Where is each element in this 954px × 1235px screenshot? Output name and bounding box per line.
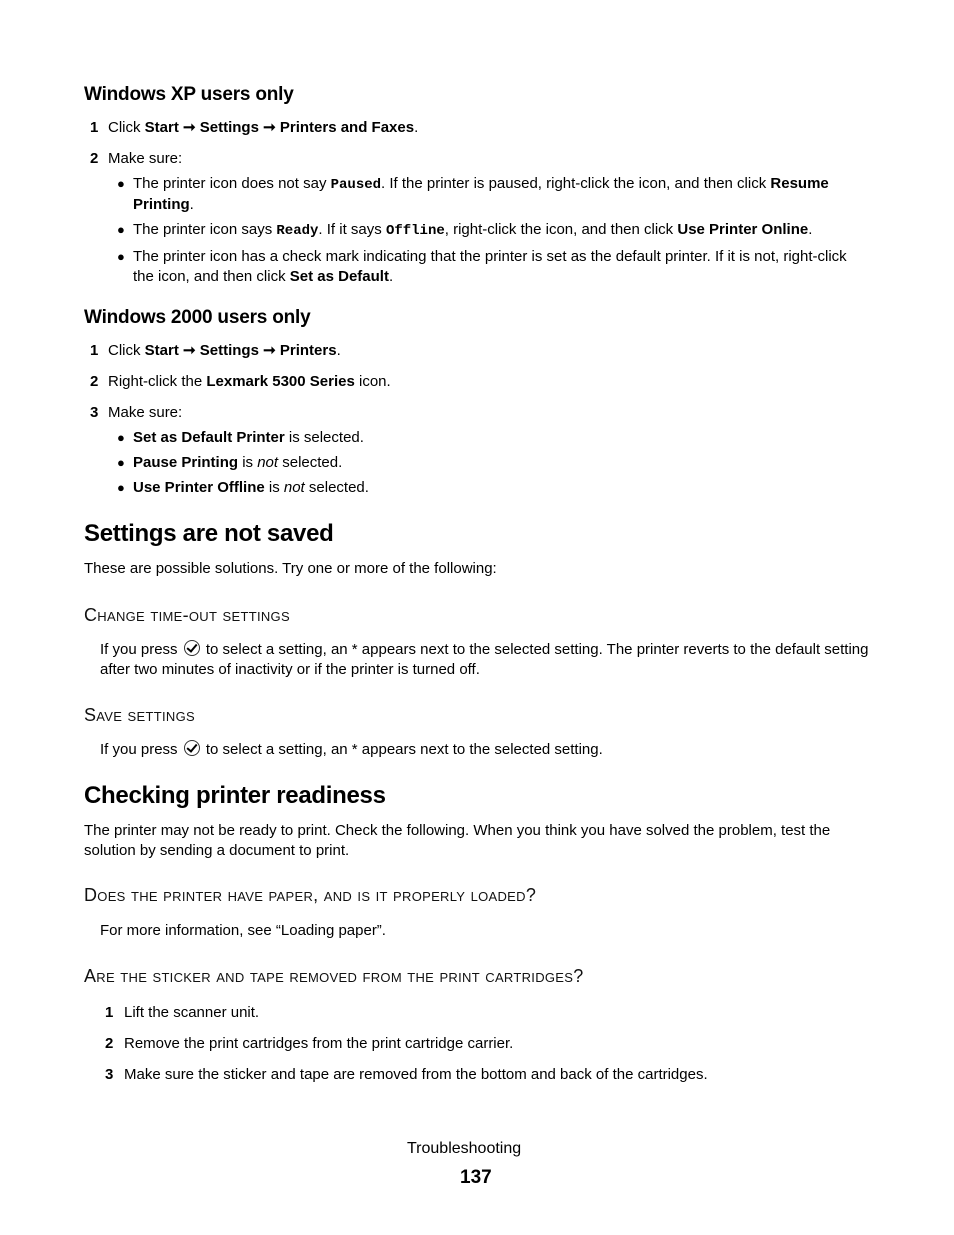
w2000-heading: Windows 2000 users only — [84, 307, 311, 328]
bullet-dot-icon: ● — [117, 222, 125, 237]
xp-bullet-ready: The printer icon says Ready. If it says Offline, right-click the icon, and then click Use Printer Online. — [133, 221, 813, 239]
xp-step2-number: 2 — [90, 150, 99, 167]
w2000-bullet-pause: Pause Printing is not selected. — [133, 454, 343, 471]
sticker-step2: Remove the print cartridges from the print cartridge carrier. — [124, 1035, 514, 1052]
change-timeout-text: If you press to select a setting, an * appears next to the selected setting. The printer reverts to the default setting after two minutes of inactivity or if the printer is turned off. — [100, 641, 869, 678]
sticker-step3-number: 3 — [105, 1066, 114, 1083]
xp-bullet-default: The printer icon has a check mark indicating that the printer is set as the default printer. If it is not, right-click the icon, and then click Set as Default. — [133, 248, 847, 285]
sticker-heading: Are the sticker and tape removed from the print cartridges? — [84, 966, 584, 986]
w2000-step2-number: 2 — [90, 373, 99, 390]
bullet-dot-icon: ● — [117, 249, 125, 264]
checkmark-button-icon — [184, 740, 200, 756]
bullet-dot-icon: ● — [117, 480, 125, 495]
readiness-intro: The printer may not be ready to print. Check the following. When you think you have solved the problem, test the solution by sending a document to print. — [84, 822, 831, 859]
w2000-step3-number: 3 — [90, 404, 99, 421]
paper-heading: Does the printer have paper, and is it properly loaded? — [84, 885, 537, 905]
xp-bullet-paused: The printer icon does not say Paused. If the printer is paused, right-click the icon, and then click Resume Printing. — [133, 175, 829, 213]
bullet-dot-icon: ● — [117, 455, 125, 470]
w2000-bullet-default: Set as Default Printer is selected. — [133, 429, 364, 446]
bullet-dot-icon: ● — [117, 430, 125, 445]
w2000-step1: Click Start ➞ Settings ➞ Printers. — [108, 342, 341, 359]
save-settings-text: If you press to select a setting, an * appears next to the selected setting. — [100, 741, 603, 758]
w2000-step2: Right-click the Lexmark 5300 Series icon. — [108, 373, 391, 390]
w2000-step3: Make sure: — [108, 404, 183, 421]
checkmark-button-icon — [184, 640, 200, 656]
sticker-step1: Lift the scanner unit. — [124, 1004, 260, 1021]
readiness-section-heading: Checking printer readiness — [84, 782, 386, 809]
change-timeout-heading: Change time-out settings — [84, 605, 290, 625]
settings-intro: These are possible solutions. Try one or more of the following: — [84, 560, 497, 577]
xp-step1-number: 1 — [90, 119, 99, 136]
sticker-step3: Make sure the sticker and tape are removed from the bottom and back of the cartridges. — [124, 1066, 708, 1083]
footer-chapter-label: Troubleshooting — [407, 1140, 522, 1157]
w2000-bullet-offline: Use Printer Offline is not selected. — [133, 479, 369, 496]
sticker-step2-number: 2 — [105, 1035, 114, 1052]
w2000-step1-number: 1 — [90, 342, 99, 359]
settings-section-heading: Settings are not saved — [84, 520, 334, 547]
save-settings-heading: Save settings — [84, 705, 195, 725]
xp-step1: Click Start ➞ Settings ➞ Printers and Faxes. — [108, 119, 419, 136]
sticker-step1-number: 1 — [105, 1004, 114, 1021]
xp-step2: Make sure: — [108, 150, 183, 167]
xp-heading: Windows XP users only — [84, 84, 294, 105]
paper-text: For more information, see “Loading paper”. — [100, 922, 386, 939]
page-number: 137 — [460, 1167, 492, 1188]
bullet-dot-icon: ● — [117, 176, 125, 191]
